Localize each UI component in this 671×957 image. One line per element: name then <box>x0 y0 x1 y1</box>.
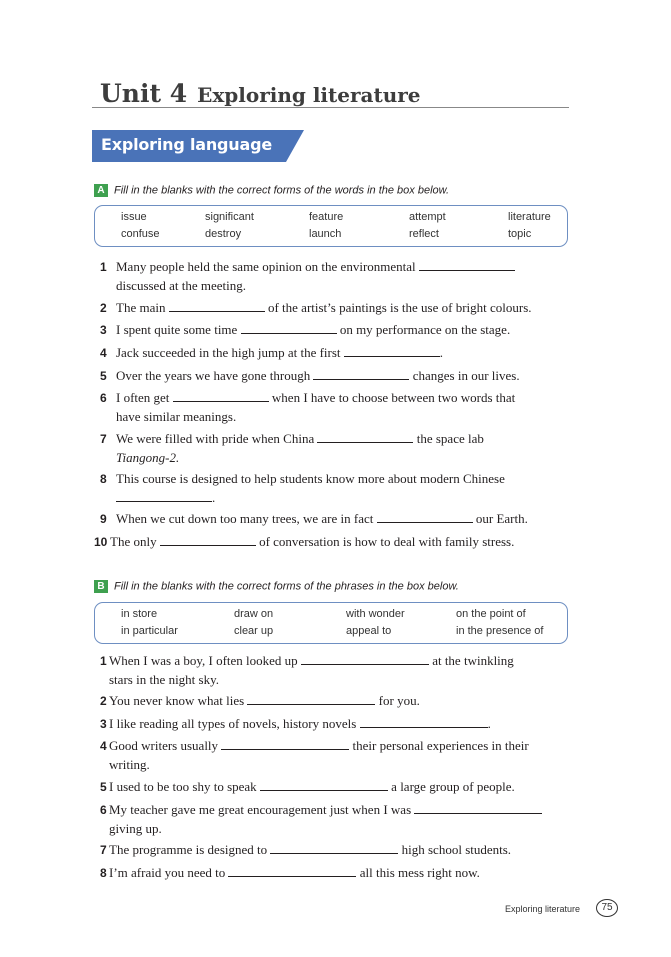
item-number: 9 <box>100 512 107 526</box>
item-number: 6 <box>100 391 107 405</box>
section-b-item-3 <box>100 715 491 734</box>
item-text: when I have to choose between two words that <box>268 390 516 405</box>
answer-blank[interactable] <box>360 716 488 728</box>
box-phrase-6: clear up <box>234 625 274 637</box>
item-text: of the artist’s paintings is the use of bright colours. <box>264 300 532 315</box>
item-text: . <box>439 345 444 360</box>
section-banner <box>92 130 304 162</box>
section-a-instruction-text: Fill in the blanks with the correct forms of the words in the box below. <box>114 184 450 197</box>
item-number: 6 <box>100 803 107 817</box>
item-text: I used to be too shy to speak <box>109 779 260 794</box>
answer-blank[interactable] <box>301 653 429 665</box>
section-b-item-7 <box>100 841 511 860</box>
item-number: 4 <box>100 739 107 753</box>
item-text: at the twinkling <box>428 653 514 668</box>
item-text: all this mess right now. <box>356 865 480 880</box>
unit-number: Unit 4 <box>100 79 188 108</box>
item-number: 4 <box>100 346 107 360</box>
section-b-item-8 <box>100 864 480 883</box>
item-number: 5 <box>100 369 107 383</box>
section-a-item-9 <box>100 510 528 529</box>
answer-blank[interactable] <box>241 322 337 334</box>
answer-blank[interactable] <box>344 345 440 357</box>
item-number: 1 <box>100 260 107 274</box>
answer-blank[interactable] <box>116 490 212 502</box>
section-a-item-1 <box>100 258 515 294</box>
item-continuation: giving up. <box>109 820 162 836</box>
answer-blank[interactable] <box>414 802 542 814</box>
box-phrase-3: with wonder <box>346 608 405 620</box>
item-number: 8 <box>100 472 107 486</box>
box-word-7: destroy <box>205 228 242 240</box>
section-banner-title: Exploring language <box>101 135 272 154</box>
item-text: of conversation is how to deal with family stress. <box>255 534 515 549</box>
unit-title <box>100 72 421 110</box>
box-word-1: issue <box>121 211 147 223</box>
item-text: Good writers usually <box>109 738 222 753</box>
item-text: for you. <box>375 693 420 708</box>
box-word-8: launch <box>309 228 342 240</box>
section-b-badge: B <box>94 580 108 593</box>
section-a-item-3 <box>100 321 510 340</box>
title-divider <box>92 107 569 108</box>
item-text: their personal experiences in their <box>349 738 529 753</box>
section-a-item-8 <box>100 470 505 506</box>
box-word-10: topic <box>508 228 532 240</box>
item-text: Jack succeeded in the high jump at the first <box>116 345 344 360</box>
item-text: high school students. <box>398 842 512 857</box>
section-b-item-6 <box>100 801 542 837</box>
box-phrase-7: appeal to <box>346 625 392 637</box>
item-text: The programme is designed to <box>109 842 271 857</box>
box-phrase-2: draw on <box>234 608 274 620</box>
item-text: a large group of people. <box>387 779 515 794</box>
answer-blank[interactable] <box>377 511 473 523</box>
box-word-4: attempt <box>409 211 446 223</box>
item-text: The main <box>116 300 169 315</box>
item-text: I’m afraid you need to <box>109 865 229 880</box>
item-text: I spent quite some time <box>116 322 241 337</box>
answer-blank[interactable] <box>247 693 375 705</box>
section-a-word-box <box>94 205 568 247</box>
section-b-item-5 <box>100 778 515 797</box>
section-a-item-4 <box>100 344 443 363</box>
item-continuation: stars in the night sky. <box>109 671 220 687</box>
item-number: 7 <box>100 432 107 446</box>
item-text: I like reading all types of novels, history novels <box>109 716 360 731</box>
section-b-instruction <box>94 580 459 593</box>
section-b-item-2 <box>100 692 420 711</box>
item-text: on my performance on the stage. <box>336 322 511 337</box>
item-text: My teacher gave me great encouragement just when I was <box>109 802 415 817</box>
box-word-2: significant <box>205 211 254 223</box>
item-continuation: have similar meanings. <box>116 408 237 424</box>
item-continuation: Tiangong-2. <box>116 449 180 465</box>
item-number: 8 <box>100 866 107 880</box>
answer-blank[interactable] <box>260 779 388 791</box>
item-number: 2 <box>100 301 107 315</box>
answer-blank[interactable] <box>317 431 413 443</box>
item-number: 3 <box>100 717 107 731</box>
item-number: 10 <box>94 535 108 549</box>
answer-blank[interactable] <box>173 390 269 402</box>
answer-blank[interactable] <box>313 368 409 380</box>
item-continuation: . <box>100 489 505 507</box>
item-text: Over the years we have gone through <box>116 368 314 383</box>
section-a-badge: A <box>94 184 108 197</box>
answer-blank[interactable] <box>228 865 356 877</box>
section-a-item-10 <box>94 533 515 552</box>
item-number: 5 <box>100 780 107 794</box>
box-phrase-1: in store <box>121 608 158 620</box>
answer-blank[interactable] <box>419 259 515 271</box>
item-text: The only <box>110 534 160 549</box>
answer-blank[interactable] <box>221 738 349 750</box>
box-phrase-5: in particular <box>121 625 178 637</box>
item-text: This course is designed to help students know more about modern Chinese <box>116 471 505 486</box>
item-text: our Earth. <box>472 511 528 526</box>
item-text: When I was a boy, I often looked up <box>109 653 301 668</box>
box-word-3: feature <box>309 211 344 223</box>
item-text: Many people held the same opinion on the environmental <box>116 259 419 274</box>
box-word-6: confuse <box>121 228 160 240</box>
section-b-instruction-text: Fill in the blanks with the correct forms of the phrases in the box below. <box>114 580 459 593</box>
item-continuation: writing. <box>109 756 150 772</box>
item-text: the space lab <box>413 431 484 446</box>
answer-blank[interactable] <box>270 842 398 854</box>
section-a-item-5 <box>100 367 520 386</box>
item-text: I often get <box>116 390 173 405</box>
item-continuation: discussed at the meeting. <box>116 277 246 293</box>
item-text: You never know what lies <box>109 693 248 708</box>
item-number: 2 <box>100 694 107 708</box>
answer-blank[interactable] <box>169 300 265 312</box>
section-a-instruction <box>94 184 449 197</box>
unit-name: Exploring literature <box>197 83 421 107</box>
section-b-item-4 <box>100 737 529 773</box>
item-text: When we cut down too many trees, we are in fact <box>116 511 377 526</box>
answer-blank[interactable] <box>160 534 256 546</box>
page-number: 75 <box>596 899 618 917</box>
section-b-phrase-box <box>94 602 568 644</box>
section-b-item-1 <box>100 652 514 688</box>
section-a-item-2 <box>100 299 532 318</box>
section-a-item-7 <box>100 430 484 466</box>
item-number: 7 <box>100 843 107 857</box>
box-phrase-4: on the point of <box>456 608 526 620</box>
item-text: We were filled with pride when China <box>116 431 318 446</box>
item-text: changes in our lives. <box>409 368 520 383</box>
section-a-item-6 <box>100 389 515 425</box>
box-word-9: reflect <box>409 228 439 240</box>
box-word-5: literature <box>508 211 551 223</box>
footer-label: Exploring literature <box>505 904 581 914</box>
item-text: . <box>487 716 491 731</box>
box-phrase-8: in the presence of <box>456 625 544 637</box>
item-number: 3 <box>100 323 107 337</box>
item-number: 1 <box>100 654 107 668</box>
